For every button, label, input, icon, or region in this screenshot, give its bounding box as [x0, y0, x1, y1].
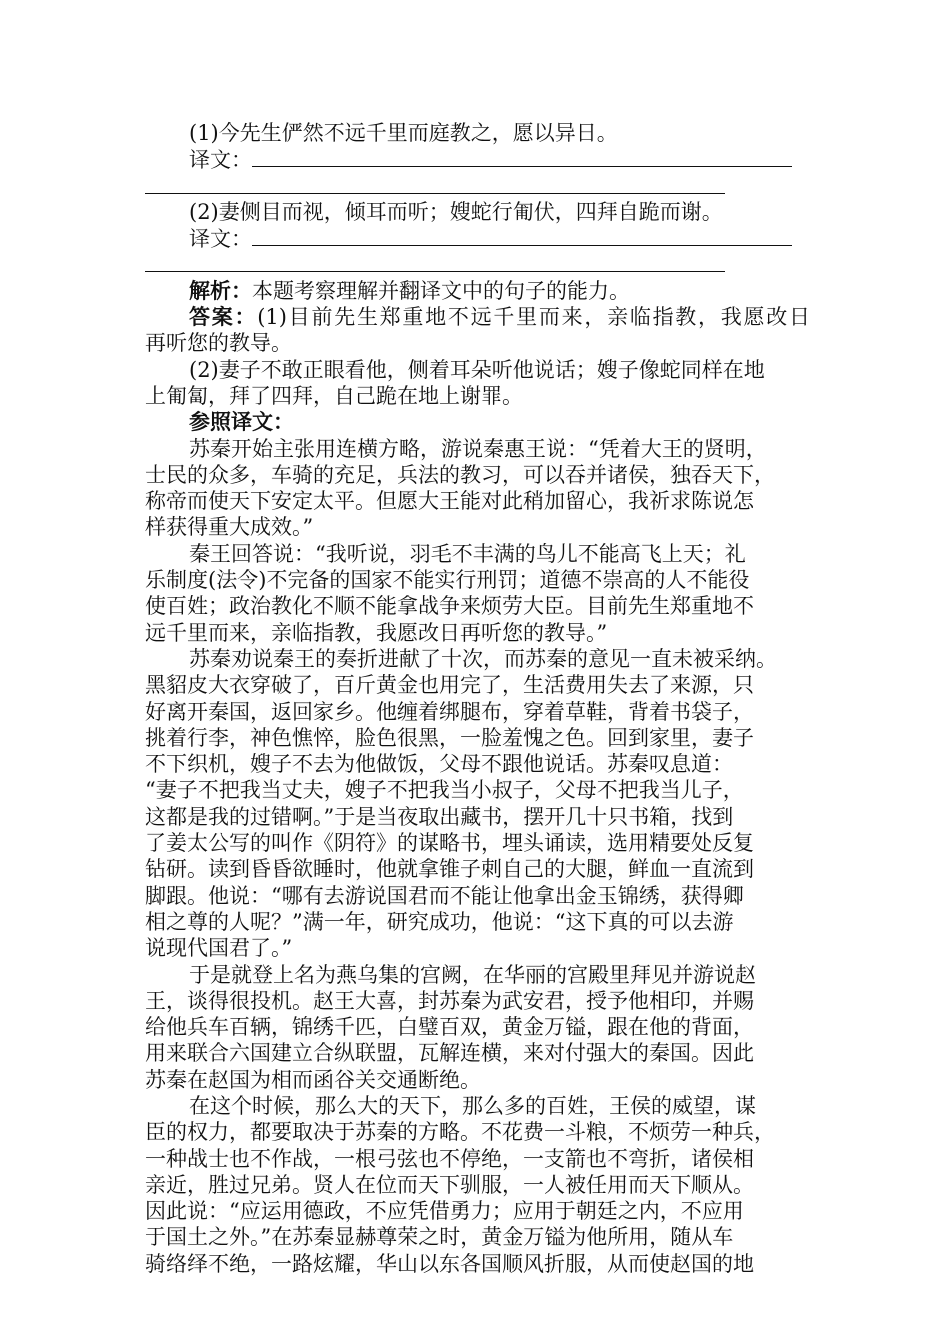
text-line: 给他兵车百辆，锦绣千匹，白璧百双，黄金万镒，跟在他的背面，	[145, 1015, 754, 1040]
text-line: 于是就登上名为燕乌集的宫阙，在华丽的宫殿里拜见并游说赵	[189, 962, 756, 987]
translation-label: 译文：	[189, 148, 252, 173]
question-2-translation[interactable]	[145, 225, 810, 251]
text-line: 不下织机，嫂子不去为他做饭，父母不跟他说话。苏秦叹息道：	[145, 752, 733, 777]
text-line: 用来联合六国建立合纵联盟，瓦解连横，来对付强大的秦国。因此	[145, 1041, 754, 1066]
question-1-blank-line[interactable]	[145, 173, 810, 199]
reference-paragraph-1	[145, 436, 810, 541]
text-line: 在这个时候，那么大的天下，那么多的百姓，王侯的威望，谋	[189, 1093, 756, 1118]
answer-blank[interactable]	[145, 251, 725, 272]
text-line: 样获得重大成效。”	[145, 515, 314, 540]
reference-paragraph-2	[145, 541, 810, 646]
text-line: 亲近，胜过兄弟。贤人在位而天下驯服，一人被任用而天下顺从。	[145, 1172, 754, 1197]
answer-text: (1)目前先生郑重地不远千里而来，亲临指教，我愿改日	[257, 305, 810, 330]
answer-line: 再听您的教导。	[145, 331, 292, 356]
question-1-sentence: (1)今先生俨然不远千里而庭教之，愿以异日。	[189, 121, 618, 145]
text-line: 远千里而来，亲临指教，我愿改日再听您的教导。”	[145, 620, 608, 645]
text-line: 说现代国君了。”	[145, 936, 293, 961]
answer-line: (2)妻子不敢正眼看他，侧着耳朵听他说话；嫂子像蛇同样在地	[189, 357, 765, 382]
question-2-sentence: (2)妻侧目而视，倾耳而听；嫂蛇行匍伏，四拜自跪而谢。	[189, 199, 723, 224]
text-line: 臣的权力，都要取决于苏秦的方略。不花费一斗粮，不烦劳一种兵，	[145, 1120, 775, 1145]
analysis-label: 解析：	[189, 277, 252, 303]
analysis-line	[145, 278, 810, 304]
question-1-translation[interactable]	[145, 146, 810, 172]
reference-paragraph-3	[145, 646, 810, 962]
text-line: 了姜太公写的叫作《阴符》的谋略书，埋头诵读，选用精要处反复	[145, 831, 754, 856]
answer-blank[interactable]	[145, 173, 725, 194]
text-line: 乐制度(法令)不完备的国家不能实行刑罚；道德不崇高的人不能役	[145, 568, 750, 593]
text-line: 一种战士也不作战，一根弓弦也不停绝，一支箭也不弯折，诸侯相	[145, 1146, 754, 1171]
text-line: 于国土之外。”在苏秦显赫尊荣之时，黄金万镒为他所用，随从车	[145, 1225, 734, 1250]
text-line: 好离开秦国，返回家乡。他缠着绑腿布，穿着草鞋，背着书袋子，	[145, 699, 754, 724]
document-page	[145, 120, 810, 1277]
reference-translation-label: 参照译文：	[189, 409, 294, 435]
text-line: “妻子不把我当丈夫，嫂子不把我当小叔子，父母不把我当儿子，	[145, 778, 744, 803]
text-line: 苏秦在赵国为相而函谷关交通断绝。	[145, 1067, 481, 1092]
text-line: 使百姓；政治教化不顺不能拿战争来烦劳大臣。目前先生郑重地不	[145, 594, 754, 619]
text-line: 苏秦开始主张用连横方略，游说秦惠王说：“凭着大王的贤明，	[189, 436, 767, 461]
text-line: 士民的众多，车骑的充足，兵法的教习，可以吞并诸侯，独吞天下，	[145, 462, 775, 487]
translation-label: 译文：	[189, 227, 252, 252]
reference-paragraph-5	[145, 1093, 810, 1277]
text-line: 秦王回答说：“我听说，羽毛不丰满的鸟儿不能高飞上天；礼	[189, 541, 746, 566]
text-line: 因此说：“应运用德政，不应凭借勇力；应用于朝廷之内，不应用	[145, 1199, 744, 1224]
answer-label: 答案：	[189, 304, 258, 330]
answer-blank[interactable]	[252, 146, 792, 167]
text-line: 挑着行李，神色憔悴，脸色很黑，一脸羞愧之色。回到家里，妻子	[145, 725, 754, 750]
text-line: 骑络绎不绝，一路炫耀，华山以东各国顺风折服，从而使赵国的地	[145, 1251, 754, 1276]
answer-blank[interactable]	[252, 225, 792, 246]
text-line: 王，谈得很投机。赵王大喜，封苏秦为武安君，授予他相印，并赐	[145, 988, 754, 1013]
analysis-text: 本题考察理解并翻译文中的句子的能力。	[252, 278, 630, 303]
text-line: 脚跟。他说：“哪有去游说国君而不能让他拿出金玉锦绣，获得卿	[145, 883, 744, 908]
answer-line	[145, 304, 810, 330]
text-line: 黑貂皮大衣穿破了，百斤黄金也用完了，生活费用失去了来源，只	[145, 673, 754, 698]
text-line: 钻研。读到昏昏欲睡时，他就拿锥子刺自己的大腿，鲜血一直流到	[145, 857, 754, 882]
reference-paragraph-4	[145, 962, 810, 1093]
question-2-blank-line[interactable]	[145, 251, 810, 277]
text-line: 这都是我的过错啊。”于是当夜取出藏书，摆开几十只书箱，找到	[145, 804, 734, 829]
text-line: 相之尊的人呢？”满一年，研究成功，他说：“这下真的可以去游	[145, 909, 734, 934]
answer-line: 上匍匐，拜了四拜，自己跪在地上谢罪。	[145, 383, 523, 408]
text-line: 称帝而使天下安定太平。但愿大王能对此稍加留心，我祈求陈说怎	[145, 489, 754, 514]
text-line: 苏秦劝说秦王的奏折进献了十次，而苏秦的意见一直未被采纳。	[189, 646, 777, 671]
